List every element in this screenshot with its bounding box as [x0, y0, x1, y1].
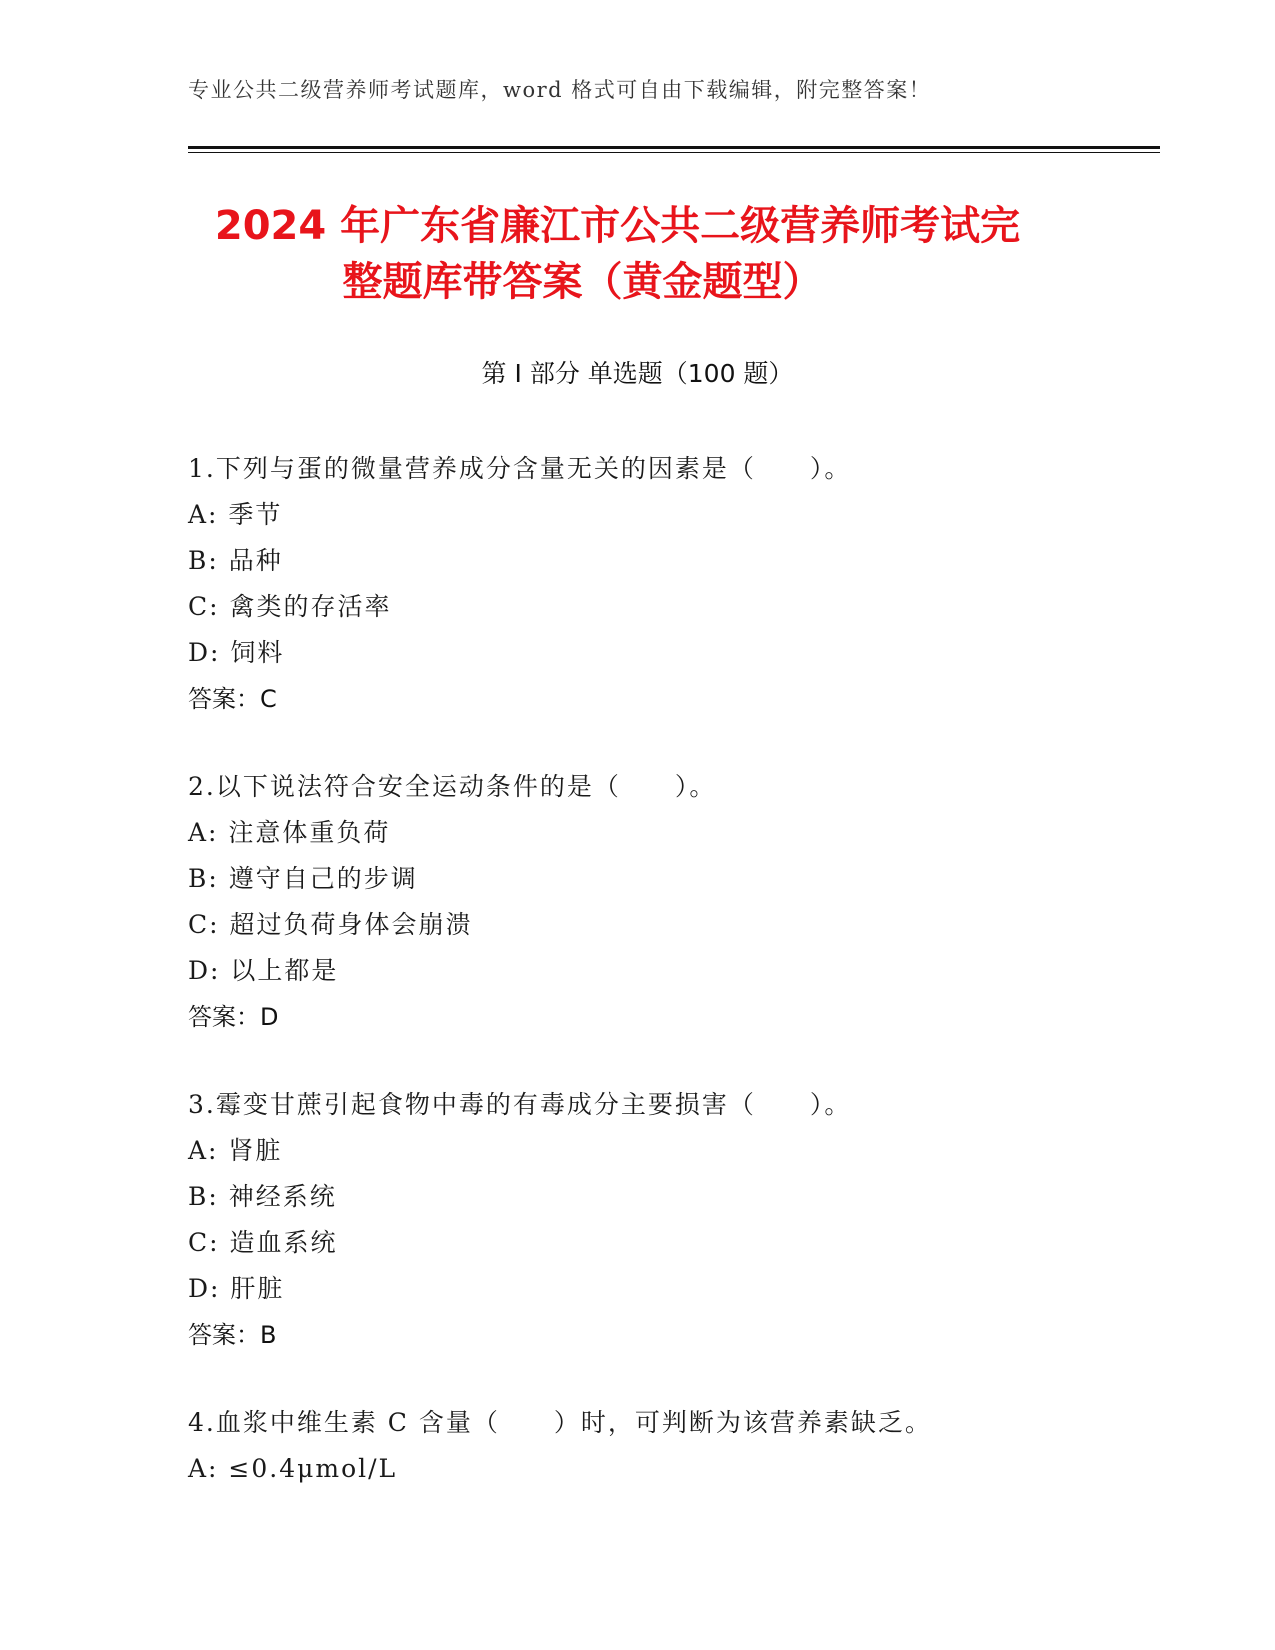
page-header-text: 专业公共二级营养师考试题库，word 格式可自由下载编辑，附完整答案！: [188, 78, 932, 102]
question-4: [188, 1400, 1168, 1492]
option-d: D: 以上都是: [188, 956, 339, 985]
answer-line: 答案：C: [188, 685, 277, 713]
header-rule-thin: [188, 152, 1160, 153]
section-title: 第 I 部分 单选题（100 题）: [481, 359, 794, 388]
question-1: [188, 446, 1168, 722]
question-gap: [188, 722, 1168, 764]
option-c: C: 超过负荷身体会崩溃: [188, 910, 473, 939]
question-3: [188, 1082, 1168, 1358]
answer-line: 答案：D: [188, 1003, 279, 1031]
question-gap: [188, 1040, 1168, 1082]
document-title-line-1: 2024 年广东省廉江市公共二级营养师考试完: [214, 203, 1021, 249]
option-a: A: ≤0.4μmol/L: [188, 1454, 398, 1483]
option-c: C: 禽类的存活率: [188, 592, 392, 621]
option-d: D: 饲料: [188, 638, 285, 667]
header-rule-thick: [188, 146, 1160, 149]
option-b: B: 神经系统: [188, 1182, 337, 1211]
option-b: B: 品种: [188, 546, 283, 575]
option-c: C: 造血系统: [188, 1228, 338, 1257]
question-stem: 3.霉变甘蔗引起食物中毒的有毒成分主要损害（ ）。: [188, 1090, 852, 1119]
question-stem: 4.血浆中维生素 C 含量（ ）时，可判断为该营养素缺乏。: [188, 1408, 932, 1437]
option-a: A: 注意体重负荷: [188, 818, 391, 847]
document-title-line-2: 整题库带答案（黄金题型）: [342, 259, 823, 305]
question-stem: 1.下列与蛋的微量营养成分含量无关的因素是（ ）。: [188, 454, 852, 483]
option-a: A: 肾脏: [188, 1136, 283, 1165]
question-2: [188, 764, 1168, 1040]
answer-line: 答案：B: [188, 1321, 277, 1349]
option-a: A: 季节: [188, 500, 283, 529]
document-title: [0, 198, 1275, 310]
option-d: D: 肝脏: [188, 1274, 285, 1303]
question-list: [188, 446, 1168, 1492]
option-b: B: 遵守自己的步调: [188, 864, 418, 893]
question-gap: [188, 1358, 1168, 1400]
question-stem: 2.以下说法符合安全运动条件的是（ ）。: [188, 772, 717, 801]
